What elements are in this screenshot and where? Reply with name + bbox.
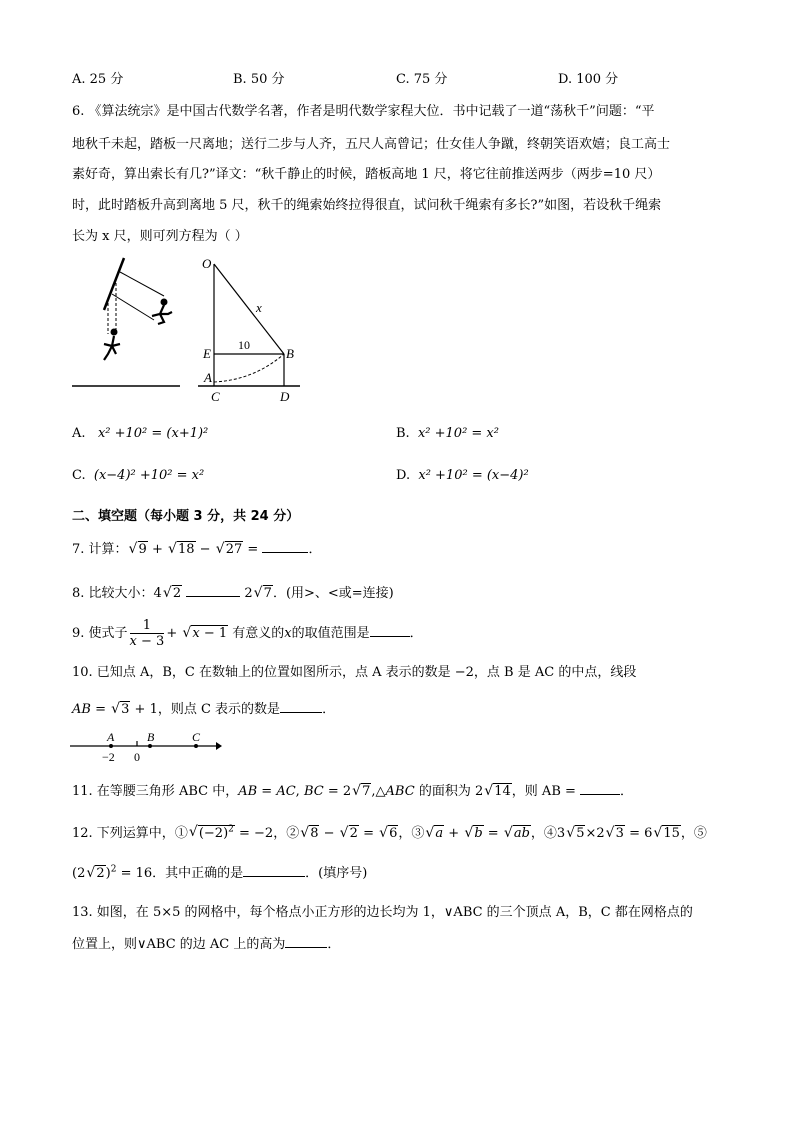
q6-option-c: C. (x−4)² +10² = x² bbox=[72, 468, 205, 483]
q10-line-2: AB = √ 3 + 1，则点 C 表示的数是 ． bbox=[72, 698, 335, 717]
q6-option-b: B. x² +10² = x² bbox=[396, 426, 499, 441]
q5-option-c: C. 75 分 bbox=[396, 72, 448, 87]
label-d: D bbox=[280, 389, 290, 404]
q13-line-2: 位置上，则∨ABC 的边 AC 上的高为 ． bbox=[72, 937, 341, 952]
q12-line-1: 12. 下列运算中，①√ $(-2)^2 = -2$，②√ 8 − √ 2 = √ 6，③√ a + √ b = √ ab，④3√ 5×2√ 3 = 6√ 15，⑤ bbox=[72, 822, 707, 841]
q5-option-d: D. 100 分 bbox=[558, 72, 619, 87]
swing-illustration bbox=[68, 252, 188, 394]
q8-line: 8. 比较大小：4√ 2 2√ 7．(用>、<或=连接) bbox=[72, 582, 394, 601]
q6-line-4: 时，此时踏板升高到离地 5 尺，秋千的绳索始终拉得很直，试问秋千绳索有多长?”如图，若设秋千绳索 bbox=[72, 198, 662, 213]
label-b: B bbox=[286, 346, 294, 361]
axis-label-b: B bbox=[147, 730, 155, 744]
q11-line: 11. 在等腰三角形 ABC 中，AB = AC, BC = 2√ 7,△ABC 的面积为 2√ 14，则 AB = ． bbox=[72, 780, 633, 799]
q6-line-5: 长为 x 尺，则可列方程为（ ） bbox=[72, 229, 248, 244]
axis-arrow-icon bbox=[216, 742, 222, 750]
label-c: C bbox=[211, 389, 220, 404]
label-o: O bbox=[202, 256, 212, 271]
q7-line: 7. 计算：√ 9 + √ 18 − √ 27 = ． bbox=[72, 538, 321, 557]
number-line-diagram bbox=[68, 726, 224, 766]
label-e: E bbox=[203, 346, 211, 361]
q13-answer-blank[interactable] bbox=[285, 935, 327, 948]
person-standing-icon bbox=[104, 329, 120, 361]
label-10: 10 bbox=[238, 338, 250, 352]
swing-beam bbox=[104, 258, 124, 310]
q12-line-2: (2√ 2)$^2$ = 16．其中正确的是 ．(填序号) bbox=[72, 862, 367, 881]
q13-line-1: 13. 如图，在 5×5 的网格中，每个格点小正方形的边长均为 1，∨ABC 的三个顶点 A，B，C 都在网格点的 bbox=[72, 905, 693, 920]
q6-line-1: 6. 《算法统宗》是中国古代数学名著，作者是明代数学家程大位．书中记载了一道“荡秋千”问题：“平 bbox=[72, 104, 655, 119]
person-swinging-icon bbox=[152, 299, 172, 325]
axis-label-a: A bbox=[107, 730, 115, 744]
label-x: x bbox=[256, 300, 262, 315]
swing-geometry-diagram bbox=[196, 254, 306, 406]
q8-answer-blank[interactable] bbox=[186, 584, 240, 597]
label-a: A bbox=[204, 370, 212, 385]
q5-option-a: A. 25 分 bbox=[72, 72, 124, 87]
q6-option-a: A. x² +10² = (x+1)² bbox=[72, 426, 209, 441]
q6-line-2: 地秋千未起，踏板一尺离地；送行二步与人齐，五尺人高曾记；仕女佳人争蹴，终朝笑语欢嬉；良工高士 bbox=[72, 137, 671, 152]
q9-answer-blank[interactable] bbox=[370, 624, 410, 637]
axis-label-c: C bbox=[192, 730, 201, 744]
q5-option-b: B. 50 分 bbox=[233, 72, 285, 87]
q6-option-d: D. x² +10² = (x−4)² bbox=[396, 468, 529, 483]
q10-answer-blank[interactable] bbox=[280, 700, 322, 713]
q11-answer-blank[interactable] bbox=[580, 782, 620, 795]
section-title: 二、填空题（每小题 3 分，共 24 分） bbox=[72, 509, 300, 524]
q12-answer-blank[interactable] bbox=[243, 864, 305, 877]
axis-label-zero: 0 bbox=[134, 750, 140, 764]
q10-line-1: 10. 已知点 A，B，C 在数轴上的位置如图所示，点 A 表示的数是 −2，点 B 是 AC 的中点，线段 bbox=[72, 665, 637, 680]
q6-line-3: 素好奇，算出索长有几?”译文：“秋千静止的时候，踏板高地 1 尺，将它往前推送两步（两步=10 尺） bbox=[72, 167, 661, 182]
swing-arc bbox=[214, 354, 284, 382]
q7-answer-blank[interactable] bbox=[262, 540, 308, 553]
q9-line: 9. 使式子 $\frac{1}{x - 3}$ + √ x − 1 有意义的x的取值范围是 ． bbox=[72, 618, 423, 649]
axis-label-minus2: −2 bbox=[102, 750, 115, 764]
